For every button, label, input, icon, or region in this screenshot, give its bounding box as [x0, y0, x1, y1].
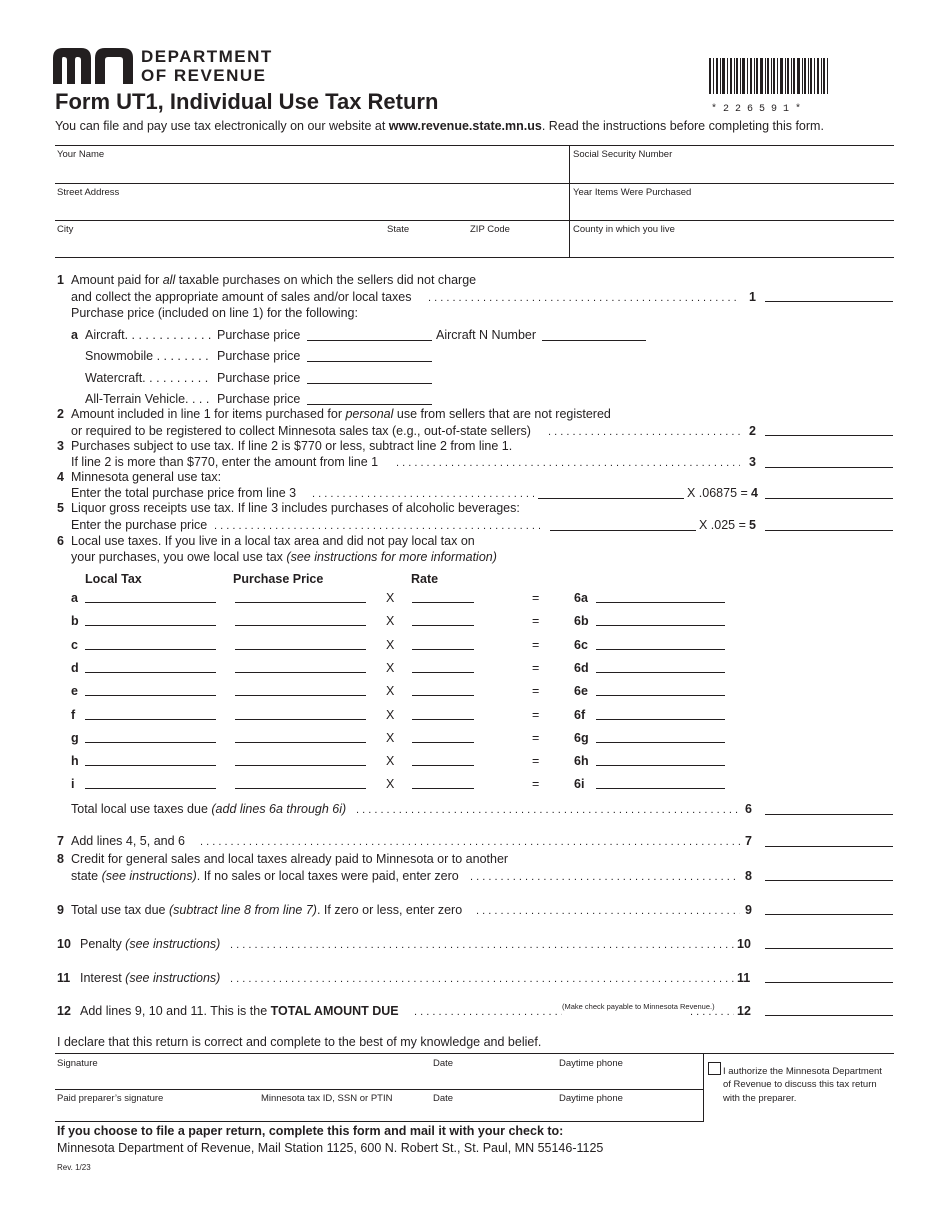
line2-text-a1: Amount included in line 1 for items purchased for: [71, 407, 346, 421]
local-row-ref: 6d: [574, 660, 589, 675]
preparer-date-label: Date: [433, 1093, 454, 1104]
line12-leader-2: [690, 1006, 734, 1020]
line5-leader: [214, 520, 540, 534]
equals-sign: =: [532, 591, 540, 605]
aircraft-price-field[interactable]: [307, 340, 432, 341]
preparer-sig-label: Paid preparer’s signature: [57, 1093, 164, 1104]
local-row-letter: i: [71, 777, 75, 792]
local-row-letter: g: [71, 730, 79, 745]
line9-text: [71, 903, 462, 917]
line11-amount-field[interactable]: [765, 982, 893, 983]
mail-address: Minnesota Department of Revenue, Mail Station 1125, 600 N. Robert St., St. Paul, MN 55146-1125: [57, 1141, 604, 1155]
local-price-field[interactable]: [235, 649, 366, 650]
authorize-line2: of Revenue to discuss this tax return: [723, 1079, 877, 1090]
barcode: [709, 58, 829, 104]
aircraft-price-label: Purchase price: [217, 328, 301, 342]
local-price-field[interactable]: [235, 765, 366, 766]
line5-amount-field[interactable]: [765, 530, 893, 531]
dept-line1: DEPARTMENT: [141, 47, 273, 66]
local-tax-field[interactable]: [85, 602, 216, 603]
line12-amount-field[interactable]: [765, 1015, 893, 1016]
local-row-ref: 6f: [574, 707, 586, 722]
line1-num: 1: [57, 273, 64, 287]
line6-text-b-em: (see instructions for more information): [286, 550, 497, 564]
line1-amount-field[interactable]: [765, 301, 893, 302]
intro-pre: You can file and pay use tax electronically on our website at: [55, 119, 389, 133]
local-row-ref: 6a: [574, 591, 588, 605]
watercraft-price-field[interactable]: [307, 383, 432, 384]
local-amount-field[interactable]: [596, 672, 725, 673]
line8-text-b-em: (see instructions): [101, 869, 197, 883]
line4-text-a: Minnesota general use tax:: [71, 470, 222, 484]
local-price-field[interactable]: [235, 788, 366, 789]
line4-text-b: Enter the total purchase price from line 3: [71, 486, 297, 500]
info-rule-2: [55, 183, 894, 184]
line3-num: 3: [57, 439, 64, 453]
equals-sign: =: [532, 777, 540, 792]
equals-sign: =: [532, 707, 540, 722]
line9-num: 9: [57, 903, 64, 917]
watercraft-price-label: Purchase price: [217, 371, 301, 385]
line2-text-a: [71, 407, 611, 421]
line10-text-em: (see instructions): [125, 937, 221, 951]
zip-label: ZIP Code: [470, 224, 510, 235]
line2-amount-field[interactable]: [765, 435, 893, 436]
mail-instruction: If you choose to file a paper return, complete this form and mail it with your check to:: [57, 1124, 564, 1138]
local-price-field[interactable]: [235, 695, 366, 696]
line5-ref: 5: [749, 518, 756, 532]
declaration: I declare that this return is correct and complete to the best of my knowledge and belief.: [57, 1035, 542, 1049]
line1-text-c: Purchase price (included on line 1) for the following:: [71, 306, 358, 320]
line10-ref: 10: [737, 937, 751, 951]
line7-leader: [200, 836, 740, 850]
local-row-ref: 6e: [574, 684, 588, 699]
intro-link[interactable]: www.revenue.state.mn.us: [388, 119, 542, 133]
local-rate-field[interactable]: [412, 788, 474, 789]
line1-text-b: and collect the appropriate amount of sales and/or local taxes: [71, 290, 412, 304]
date-label: Date: [433, 1058, 454, 1069]
state-label: State: [387, 224, 410, 235]
line6-total-text: [71, 802, 346, 816]
line2-text-a-em: personal: [345, 407, 394, 421]
line5-price-field[interactable]: [550, 530, 696, 531]
county-label: County in which you live: [573, 224, 675, 235]
local-amount-field[interactable]: [596, 625, 725, 626]
local-rate-field[interactable]: [412, 625, 474, 626]
line1-ref: 1: [749, 290, 756, 304]
info-rule-3: [55, 220, 894, 221]
line5-text-b: Enter the purchase price: [71, 518, 208, 532]
equals-sign: =: [532, 730, 540, 745]
times-sign: X: [386, 660, 395, 675]
line3-amount-field[interactable]: [765, 467, 893, 468]
line6-text-b1: your purchases, you owe local use tax: [71, 550, 287, 564]
line6-amount-field[interactable]: [765, 814, 893, 815]
line8-leader: [470, 871, 740, 885]
line12-text: [80, 1004, 399, 1018]
line2-text-b: or required to be registered to collect Minnesota sales tax (e.g., out-of-state sellers): [71, 424, 531, 438]
local-row-ref: 6b: [574, 614, 589, 629]
authorize-line1: I authorize the Minnesota Department: [723, 1066, 882, 1077]
atv-price-field[interactable]: [307, 404, 432, 405]
local-amount-field[interactable]: [596, 788, 725, 789]
times-sign: X: [386, 754, 395, 769]
line11-ref: 11: [737, 971, 751, 985]
line5-text-a: Liquor gross receipts use tax. If line 3 includes purchases of alcoholic beverages:: [71, 501, 520, 515]
line12-leader: [414, 1006, 562, 1020]
line2-num: 2: [57, 407, 64, 421]
line9-ref: 9: [745, 903, 752, 917]
line11-text1: Interest: [80, 971, 126, 985]
equals-sign: =: [532, 660, 540, 675]
sig-mid-rule: [55, 1089, 703, 1090]
local-amount-field[interactable]: [596, 649, 725, 650]
line8-text-a: Credit for general sales and local taxes already paid to Minnesota or to another: [71, 852, 509, 866]
dept-line2: OF REVENUE: [141, 66, 267, 85]
times-sign: X: [386, 637, 395, 652]
your-name-label: Your Name: [57, 149, 105, 160]
atv-name: All-Terrain Vehicle. . . .: [85, 392, 210, 406]
line6-text-a: Local use taxes. If you live in a local tax area and did not pay local tax on: [71, 534, 475, 548]
aircraft-n-label: Aircraft N Number: [436, 328, 537, 342]
line1-leader: [428, 292, 740, 306]
mn-logo-mark: [53, 48, 135, 84]
times-sign: X: [386, 684, 395, 699]
line4-price-field[interactable]: [538, 498, 684, 499]
local-row-ref: 6g: [574, 730, 589, 745]
line12-text1: Add lines 9, 10 and 11. This is the: [80, 1004, 271, 1018]
line6-ref: 6: [745, 802, 752, 816]
line8-text-b2: . If no sales or local taxes were paid, enter zero: [196, 869, 459, 883]
local-amount-field[interactable]: [596, 742, 725, 743]
local-price-field[interactable]: [235, 742, 366, 743]
line8-ref: 8: [745, 869, 752, 883]
col-local-tax: Local Tax: [85, 572, 142, 586]
line8-num: 8: [57, 852, 64, 866]
line12-note: (Make check payable to Minnesota Revenue.): [562, 1002, 715, 1011]
snowmobile-name: Snowmobile . . . . . . . .: [85, 349, 209, 363]
line12-text-bold: TOTAL AMOUNT DUE: [270, 1004, 399, 1018]
local-row-ref: 6h: [574, 754, 589, 769]
sig-bottom-rule: [55, 1121, 703, 1122]
local-tax-field[interactable]: [85, 719, 216, 720]
ssn-label: Social Security Number: [573, 149, 673, 160]
line11-text: [80, 971, 220, 985]
local-rate-field[interactable]: [412, 602, 474, 603]
times-sign: X: [386, 730, 395, 745]
authorize-checkbox[interactable]: [708, 1062, 721, 1075]
line4-rate: X .06875 =: [687, 486, 748, 500]
line11-num: 11: [57, 971, 71, 985]
times-sign: X: [386, 614, 395, 629]
times-sign: X: [386, 591, 395, 605]
line11-leader: [230, 973, 734, 987]
line1-text-a: [71, 273, 476, 287]
line10-amount-field[interactable]: [765, 948, 893, 949]
line7-num: 7: [57, 834, 64, 848]
revision: Rev. 1/23: [57, 1163, 91, 1172]
col-purchase-price: Purchase Price: [233, 572, 324, 586]
local-price-field[interactable]: [235, 719, 366, 720]
intro-text: [55, 119, 824, 133]
local-row-letter: a: [71, 591, 78, 605]
line9-amount-field[interactable]: [765, 914, 893, 915]
local-row-letter: b: [71, 614, 79, 629]
line6-leader: [356, 804, 740, 818]
line7-amount-field[interactable]: [765, 846, 893, 847]
local-row-ref: 6c: [574, 637, 588, 652]
barcode-text: * 2 2 6 5 9 1 *: [711, 104, 802, 115]
line2-ref: 2: [749, 424, 756, 438]
local-row-letter: f: [71, 707, 76, 722]
sig-divider: [703, 1053, 704, 1122]
local-amount-field[interactable]: [596, 602, 725, 603]
aircraft-name: Aircraft. . . . . . . . . . . . .: [85, 328, 212, 342]
line6-num: 6: [57, 534, 64, 548]
phone-label: Daytime phone: [559, 1058, 623, 1069]
local-rate-field[interactable]: [412, 649, 474, 650]
line4-leader: [312, 488, 534, 502]
line4-amount-field[interactable]: [765, 498, 893, 499]
mn-logo: [53, 48, 135, 84]
snowmobile-price-field[interactable]: [307, 361, 432, 362]
local-tax-field[interactable]: [85, 788, 216, 789]
line3-text-b: If line 2 is more than $770, enter the amount from line 1: [71, 455, 379, 469]
local-row-letter: e: [71, 684, 78, 699]
line9-text2: . If zero or less, enter zero: [316, 903, 463, 917]
atv-price-label: Purchase price: [217, 392, 301, 406]
line12-num: 12: [57, 1004, 71, 1018]
aircraft-n-field[interactable]: [542, 340, 646, 341]
local-rate-field[interactable]: [412, 672, 474, 673]
info-divider: [569, 145, 570, 258]
barcode-graphic: [709, 58, 829, 102]
local-rate-field[interactable]: [412, 695, 474, 696]
line1-text-a-em: all: [162, 273, 176, 287]
local-rate-field[interactable]: [412, 742, 474, 743]
line6-total-em: (add lines 6a through 6i): [211, 802, 347, 816]
local-row-letter: d: [71, 660, 79, 675]
local-price-field[interactable]: [235, 672, 366, 673]
watercraft-name: Watercraft. . . . . . . . . .: [85, 371, 209, 385]
local-rate-field[interactable]: [412, 719, 474, 720]
local-rate-field[interactable]: [412, 765, 474, 766]
authorize-line3: with the preparer.: [723, 1093, 797, 1104]
line1-sub-a: a: [71, 328, 78, 342]
line7-ref: 7: [745, 834, 752, 848]
local-row-letter: h: [71, 754, 79, 769]
line9-text1: Total use tax due: [71, 903, 169, 917]
line1-text-a1: Amount paid for: [71, 273, 163, 287]
preparer-phone-label: Daytime phone: [559, 1093, 623, 1104]
local-tax-field[interactable]: [85, 672, 216, 673]
equals-sign: =: [532, 754, 540, 769]
year-label: Year Items Were Purchased: [573, 187, 692, 198]
line2-leader: [548, 426, 740, 440]
line10-text: [80, 937, 220, 951]
line8-text-b1: state: [71, 869, 102, 883]
line8-text-b: [71, 869, 459, 883]
line3-text-a: Purchases subject to use tax. If line 2 is $770 or less, subtract line 2 from line 1.: [71, 439, 513, 453]
preparer-id-label: Minnesota tax ID, SSN or PTIN: [261, 1093, 393, 1104]
local-price-field[interactable]: [235, 625, 366, 626]
local-tax-field[interactable]: [85, 625, 216, 626]
line3-leader: [396, 457, 740, 471]
equals-sign: =: [532, 614, 540, 629]
intro-post: . Read the instructions before completing this form.: [541, 119, 824, 133]
local-amount-field[interactable]: [596, 719, 725, 720]
street-label: Street Address: [57, 187, 120, 198]
col-rate: Rate: [411, 572, 439, 586]
local-tax-field[interactable]: [85, 765, 216, 766]
line1-text-a2: taxable purchases on which the sellers did not charge: [175, 273, 477, 287]
line5-rate: X .025 =: [699, 518, 746, 532]
line12-ref: 12: [737, 1004, 751, 1018]
line6-total1: Total local use taxes due: [71, 802, 212, 816]
equals-sign: =: [532, 684, 540, 699]
line9-leader: [476, 905, 740, 919]
form-title: Form UT1, Individual Use Tax Return: [55, 89, 439, 114]
line4-num: 4: [57, 470, 64, 484]
local-tax-field[interactable]: [85, 695, 216, 696]
signature-label: Signature: [57, 1058, 98, 1069]
local-row-ref: 6i: [574, 777, 585, 792]
line5-num: 5: [57, 501, 64, 515]
line11-text-em: (see instructions): [125, 971, 221, 985]
line10-num: 10: [57, 937, 71, 951]
line6-text-b: [71, 550, 497, 564]
sig-top-rule: [55, 1053, 894, 1054]
line10-leader: [230, 939, 734, 953]
local-amount-field[interactable]: [596, 765, 725, 766]
line10-text1: Penalty: [80, 937, 126, 951]
snowmobile-price-label: Purchase price: [217, 349, 301, 363]
info-top-rule: [55, 145, 894, 146]
line9-text-em: (subtract line 8 from line 7): [168, 903, 317, 917]
line2-text-a2: use from sellers that are not registered: [393, 407, 611, 421]
equals-sign: =: [532, 637, 540, 652]
times-sign: X: [386, 707, 395, 722]
local-tax-field[interactable]: [85, 649, 216, 650]
line3-ref: 3: [749, 455, 756, 469]
info-rule-4: [55, 257, 894, 258]
local-amount-field[interactable]: [596, 695, 725, 696]
line7-text: Add lines 4, 5, and 6: [71, 834, 185, 848]
local-row-letter: c: [71, 637, 78, 652]
line4-ref: 4: [751, 486, 758, 500]
line8-amount-field[interactable]: [765, 880, 893, 881]
local-tax-field[interactable]: [85, 742, 216, 743]
city-label: City: [57, 224, 74, 235]
times-sign: X: [386, 777, 395, 792]
local-price-field[interactable]: [235, 602, 366, 603]
